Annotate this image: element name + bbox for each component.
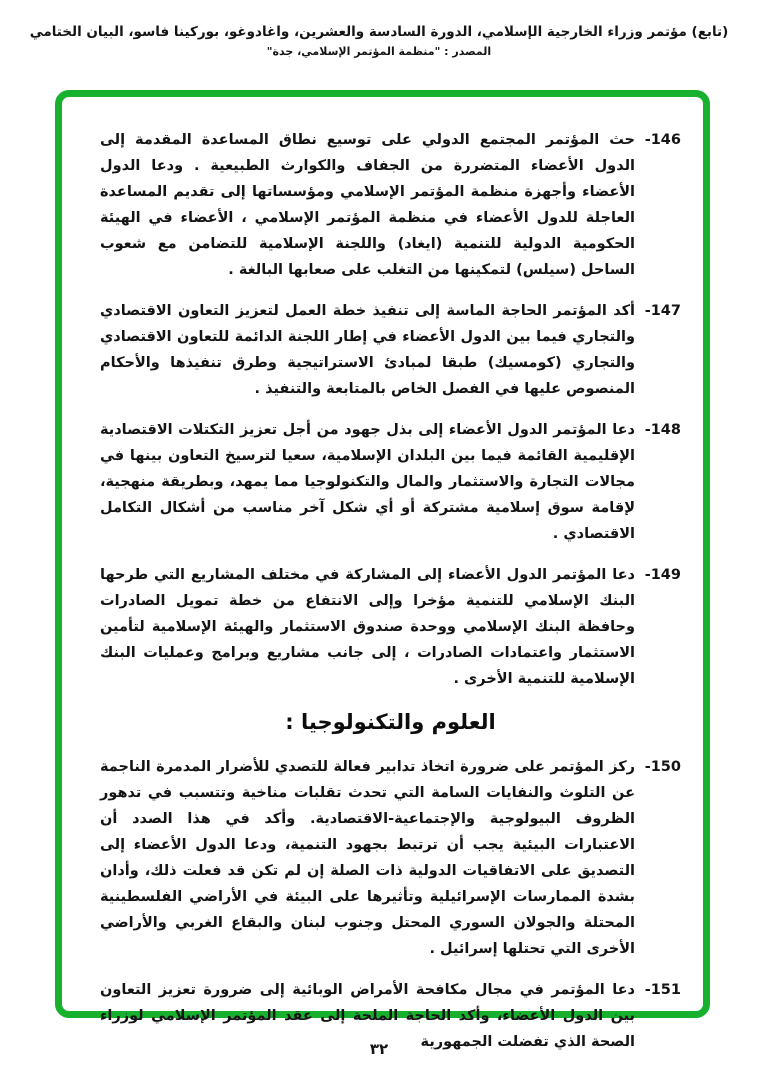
paragraph-148-text: دعا المؤتمر الدول الأعضاء إلى بذل جهود من أجل تعزيز التكتلات الاقتصادية الإقليمية القائمة فيما بين البلدان الإسلامية، سعيا لترسيخ التعاون بينها في مجالات التجارة والاستثمار والمال والتكنولوجيا مما يمهد، وبطريقة منهجية، لإقامة سوق إسلامية مشتركة أو أي شكل آخر مناسب من أشكال التكامل الاقتصادي .: [100, 422, 635, 542]
paragraph-150: [100, 754, 681, 962]
paragraph-149: [100, 562, 681, 692]
page-header: [0, 0, 758, 58]
header-line-1: (تابع) مؤتمر وزراء الخارجية الإسلامي، الدورة السادسة والعشرين، واغادوغو، بوركينا فاسو، البيان الختامي: [29, 24, 729, 40]
paragraph-149-number: 149-: [644, 567, 681, 583]
header-line-2: المصدر : "منظمة المؤتمر الإسلامي، جدة": [266, 45, 492, 58]
paragraph-149-text: دعا المؤتمر الدول الأعضاء إلى المشاركة في مختلف المشاريع التي طرحها البنك الإسلامي للتنمية مؤخرا وإلى الانتفاع من خطة تمويل الصادرات وحافظة البنك الإسلامي ووحدة صندوق الاستثمار والهيئة الإسلامية لتأمين الاستثمار واعتمادات الصادرات ، إلى جانب مشاريع وبرامج وعمليات البنك الإسلامية للتنمية الأخرى .: [100, 567, 635, 687]
paragraph-147-text: أكد المؤتمر الحاجة الماسة إلى تنفيذ خطة العمل لتعزيز التعاون الاقتصادي والتجاري فيما بين الدول الأعضاء في إطار اللجنة الدائمة للتعاون الاقتصادي والتجاري (كومسيك) طبقا لمبادئ الاستراتيجية وطرق تنفيذها والأحكام المنصوص عليها في الفصل الخاص بالمتابعة والتنفيذ .: [100, 303, 635, 397]
paragraph-148-number: 148-: [644, 422, 681, 438]
section-heading-science-technology: العلوم والتكنولوجيا :: [285, 710, 496, 734]
paragraph-146-text: حث المؤتمر المجتمع الدولي على توسيع نطاق المساعدة المقدمة إلى الدول الأعضاء المتضررة من الجفاف والكوارث الطبيعية . ودعا الدول الأعضاء وأجهزة منظمة المؤتمر الإسلامي ومؤسساتها إلى تقديم المساعدة العاجلة للدول الأعضاء في منظمة المؤتمر الإسلامي ، الأعضاء في الهيئة الحكومية الدولية للتنمية (ايغاد) واللجنة الإسلامية للتضامن مع شعوب الساحل (سيلس) لتمكينها من التغلب على صعابها البالغة .: [100, 132, 635, 278]
paragraph-150-text: ركز المؤتمر على ضرورة اتخاذ تدابير فعالة للتصدي للأضرار المدمرة الناجمة عن التلوث والنفايات السامة التي تحدث تقلبات مناخية وتتسبب في تدهور الظروف البيولوجية والإجتماعية-الاقتصادية. وأكد في هذا الصدد أن الاعتبارات البيئية يجب أن ترتبط بجهود التنمية، ودعا الدول الأعضاء إلى التصديق على الاتفاقيات الدولية ذات الصلة إن لم تكن قد فعلت ذلك، وأدان بشدة الممارسات الإسرائيلية وتأثيرها على البيئة في الأراضي الفلسطينية المحتلة والجولان السوري المحتل وجنوب لبنان والبقاع الغربي والأراضي الأخرى التي تحتلها إسرائيل .: [100, 759, 635, 957]
paragraph-146: [100, 127, 681, 283]
paragraph-150-number: 150-: [644, 759, 681, 775]
paragraph-147-number: 147-: [644, 303, 681, 319]
paragraph-146-number: 146-: [644, 132, 681, 148]
page-number: ٣٢: [369, 1040, 389, 1058]
paragraph-151-text: دعا المؤتمر في مجال مكافحة الأمراض الوبائية إلى ضرورة تعزيز التعاون بين الدول الأعضاء، وأكد الحاجة الملحة إلى عقد المؤتمر الإسلامي لوزراء الصحة الذي تفضلت الجمهورية: [100, 982, 635, 1050]
paragraph-151-number: 151-: [644, 982, 681, 998]
paragraph-148: [100, 417, 681, 547]
paragraph-147: [100, 298, 681, 402]
